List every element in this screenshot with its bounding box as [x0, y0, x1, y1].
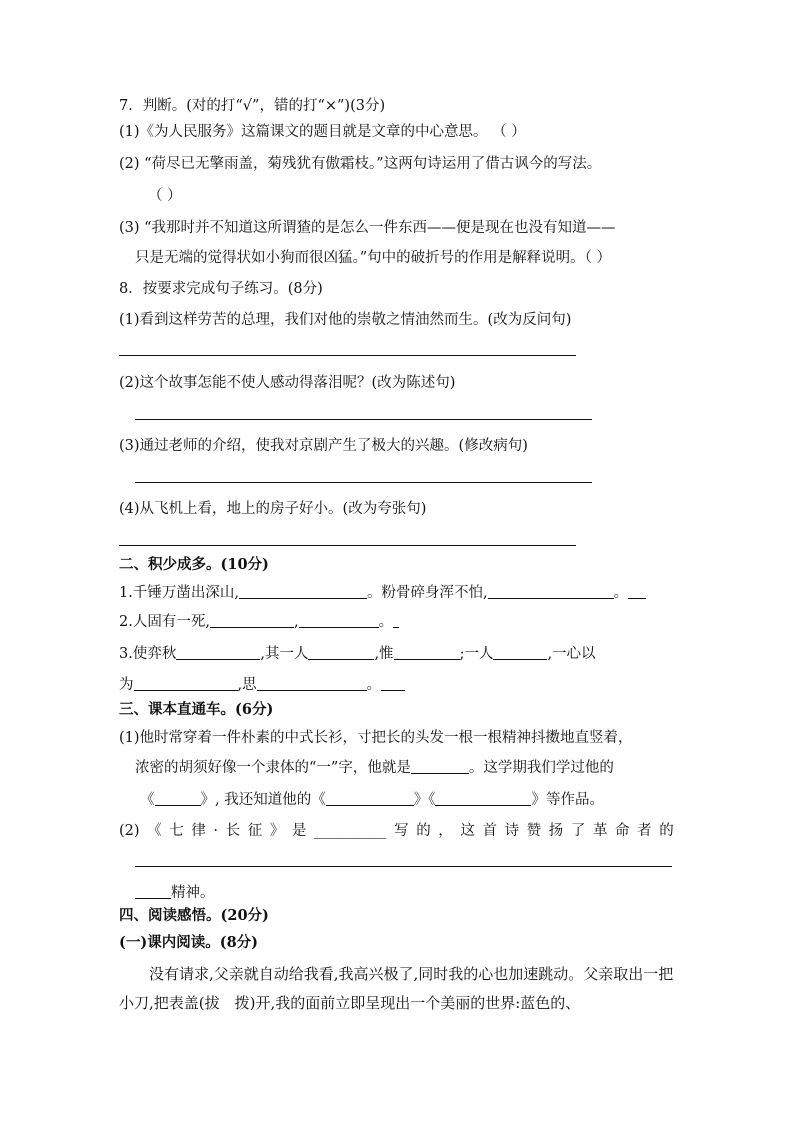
s2-l4-text-a: 为 — [119, 677, 134, 693]
q7-item-2-bracket[interactable]: （ ） — [148, 188, 182, 204]
q8-item-2: (2)这个故事怎能不使人感动得落泪呢？(改为陈述句) — [119, 375, 456, 391]
q8-answer-line-4[interactable] — [119, 545, 576, 546]
s3-blank-author[interactable] — [411, 759, 469, 774]
s3-l4-char: 律 — [191, 823, 206, 839]
s3-l4-char: 者 — [637, 823, 652, 839]
s3-blank-work-3[interactable] — [435, 791, 531, 806]
q7-title: 7．判断。(对的打“√”，错的打“×”)(3分) — [119, 98, 386, 114]
reading-passage: 没有请求,父亲就自动给我看,我高兴极了,同时我的心也加速跳动。父亲取出一把小刀,把表盖(拔 拨)开,我的面前立即呈现出一个美丽的世界:蓝色的、 — [119, 965, 674, 1012]
s3-l2-text-a: 浓密的胡须好像一个隶体的“一”字，他就是 — [135, 760, 411, 776]
s2-l2-text-a: 2.人固有一死, — [119, 614, 210, 630]
s2-blank-2[interactable] — [488, 584, 614, 599]
s2-tail-rule-4 — [381, 676, 405, 691]
s3-l4-char: 命 — [615, 823, 630, 839]
s2-blank-5[interactable] — [176, 645, 260, 660]
s2-line-1 — [119, 583, 646, 603]
s3-l4-char: 诗 — [504, 823, 520, 839]
s2-blank-8[interactable] — [493, 645, 547, 660]
s2-l2-text-c: 。 — [378, 614, 394, 630]
s2-line-4 — [119, 675, 405, 695]
s3-l5-text: 精神。 — [171, 885, 215, 901]
s2-tail-rule-1 — [628, 584, 646, 599]
s3-l3-text-a: 《 — [140, 792, 155, 808]
s3-blank-spirit[interactable] — [135, 884, 171, 899]
s3-l4-char: 是 — [291, 823, 307, 839]
s2-l4-text-b: ,思 — [237, 677, 257, 693]
q8-answer-line-2[interactable] — [135, 419, 592, 420]
s3-line-4 — [119, 821, 674, 841]
s3-l4-char: 《 — [147, 823, 162, 839]
q7-item-3-cont: 只是无端的觉得状如小狗而很凶猛。”句中的破折号的作用是解释说明。（ ） — [135, 250, 612, 266]
s3-l4-char: 扬 — [548, 823, 564, 839]
s3-line-3 — [140, 790, 604, 810]
q8-item-1: (1)看到这样劳苦的总理，我们对他的崇敬之情油然而生。(改为反问句) — [119, 312, 572, 328]
s2-l3-text-e: ,一心以 — [547, 646, 596, 662]
s3-l3-text-b: 》, 我还知道他的《 — [200, 792, 326, 808]
q7-item-1: (1)《为人民服务》这篇课文的题目就是文章的中心意思。 （ ） — [119, 124, 526, 140]
s3-l4-char: 赞 — [526, 823, 542, 839]
s3-l2-text-b: 。这学期我们学过他的 — [468, 760, 614, 776]
s2-blank-10[interactable] — [257, 676, 367, 691]
s3-l4-char: 的 — [416, 823, 431, 839]
s2-blank-9[interactable] — [134, 676, 238, 691]
s2-l3-text-d: ;一人 — [459, 646, 494, 662]
s3-l4-char: 这 — [460, 823, 475, 839]
s3-l4-char: 写 — [394, 823, 409, 839]
s3-l4-char: 了 — [570, 823, 586, 839]
s2-blank-1[interactable] — [239, 584, 367, 599]
s3-l4-char: 首 — [482, 823, 497, 839]
s3-l4-char: 》 — [269, 823, 285, 839]
s3-line-5 — [135, 883, 215, 903]
s2-l1-text-c: 。 — [613, 585, 629, 601]
s2-l2-text-b: , — [293, 614, 299, 630]
s3-l4-char: 革 — [592, 823, 608, 839]
q8-item-4: (4)从飞机上看，地上的房子好小。(改为夸张句) — [119, 501, 427, 517]
q8-item-3: (3)通过老师的介绍，使我对京剧产生了极大的兴趣。(修改病句) — [119, 438, 528, 454]
q8-title: 8．按要求完成句子练习。(8分) — [119, 281, 323, 297]
s3-l4-char: ， — [438, 823, 453, 839]
s3-l4-char: 七 — [169, 823, 184, 839]
s2-l3-text-c: ,惟 — [374, 646, 394, 662]
s3-blank-poet[interactable]: __________ — [314, 823, 387, 839]
s2-l4-text-c: 。 — [366, 677, 382, 693]
s2-line-2 — [119, 612, 399, 632]
s3-line-2 — [135, 758, 614, 778]
s2-blank-7[interactable] — [394, 645, 460, 660]
s3-line-1: (1)他时常穿着一件朴素的中式长衫，寸把长的头发一根一根精神抖擞地直竖着， — [119, 730, 633, 746]
q7-item-2: (2) “荷尽已无擎雨盖，菊残犹有傲霜枝。”这两句诗运用了借古讽今的写法。 — [119, 156, 602, 172]
section-2-heading: 二、积少成多。(10分) — [119, 556, 269, 573]
section-4-sub-heading: (一)课内阅读。(8分) — [119, 934, 259, 951]
s2-line-3 — [119, 644, 596, 664]
s2-l1-text-b: 。粉骨碎身浑不怕, — [366, 585, 488, 601]
s2-tail-rule-2 — [393, 613, 399, 628]
s2-blank-6[interactable] — [308, 645, 374, 660]
s2-blank-3[interactable] — [210, 613, 294, 628]
section-3-heading: 三、课本直通车。(6分) — [119, 701, 274, 718]
s3-l4-char: · — [213, 823, 219, 839]
s2-l3-text-b: ,其一人 — [260, 646, 309, 662]
s2-blank-4[interactable] — [299, 613, 379, 628]
s2-l1-text-a: 1.千锤万凿出深山, — [119, 585, 239, 601]
s3-answer-line[interactable] — [135, 866, 672, 867]
s3-l3-text-d: 》等作品。 — [531, 792, 604, 808]
q7-item-3: (3) “我那时并不知道这所谓猹的是怎么一件东西——便是现在也没有知道—— — [119, 220, 616, 236]
s3-l3-text-c: 》《 — [413, 792, 436, 808]
s3-l4-char: 长 — [225, 823, 241, 839]
q8-answer-line-1[interactable] — [119, 355, 576, 356]
s3-l4-char: (2) — [119, 823, 140, 839]
q8-answer-line-3[interactable] — [135, 482, 592, 483]
s3-blank-work-1[interactable] — [155, 791, 201, 806]
s3-blank-work-2[interactable] — [326, 791, 414, 806]
s3-l4-char: 的 — [659, 823, 674, 839]
s2-l3-text-a: 3.使弈秋 — [119, 646, 177, 662]
s3-l4-char: 征 — [247, 823, 263, 839]
section-4-heading: 四、阅读感悟。(20分) — [119, 907, 269, 924]
